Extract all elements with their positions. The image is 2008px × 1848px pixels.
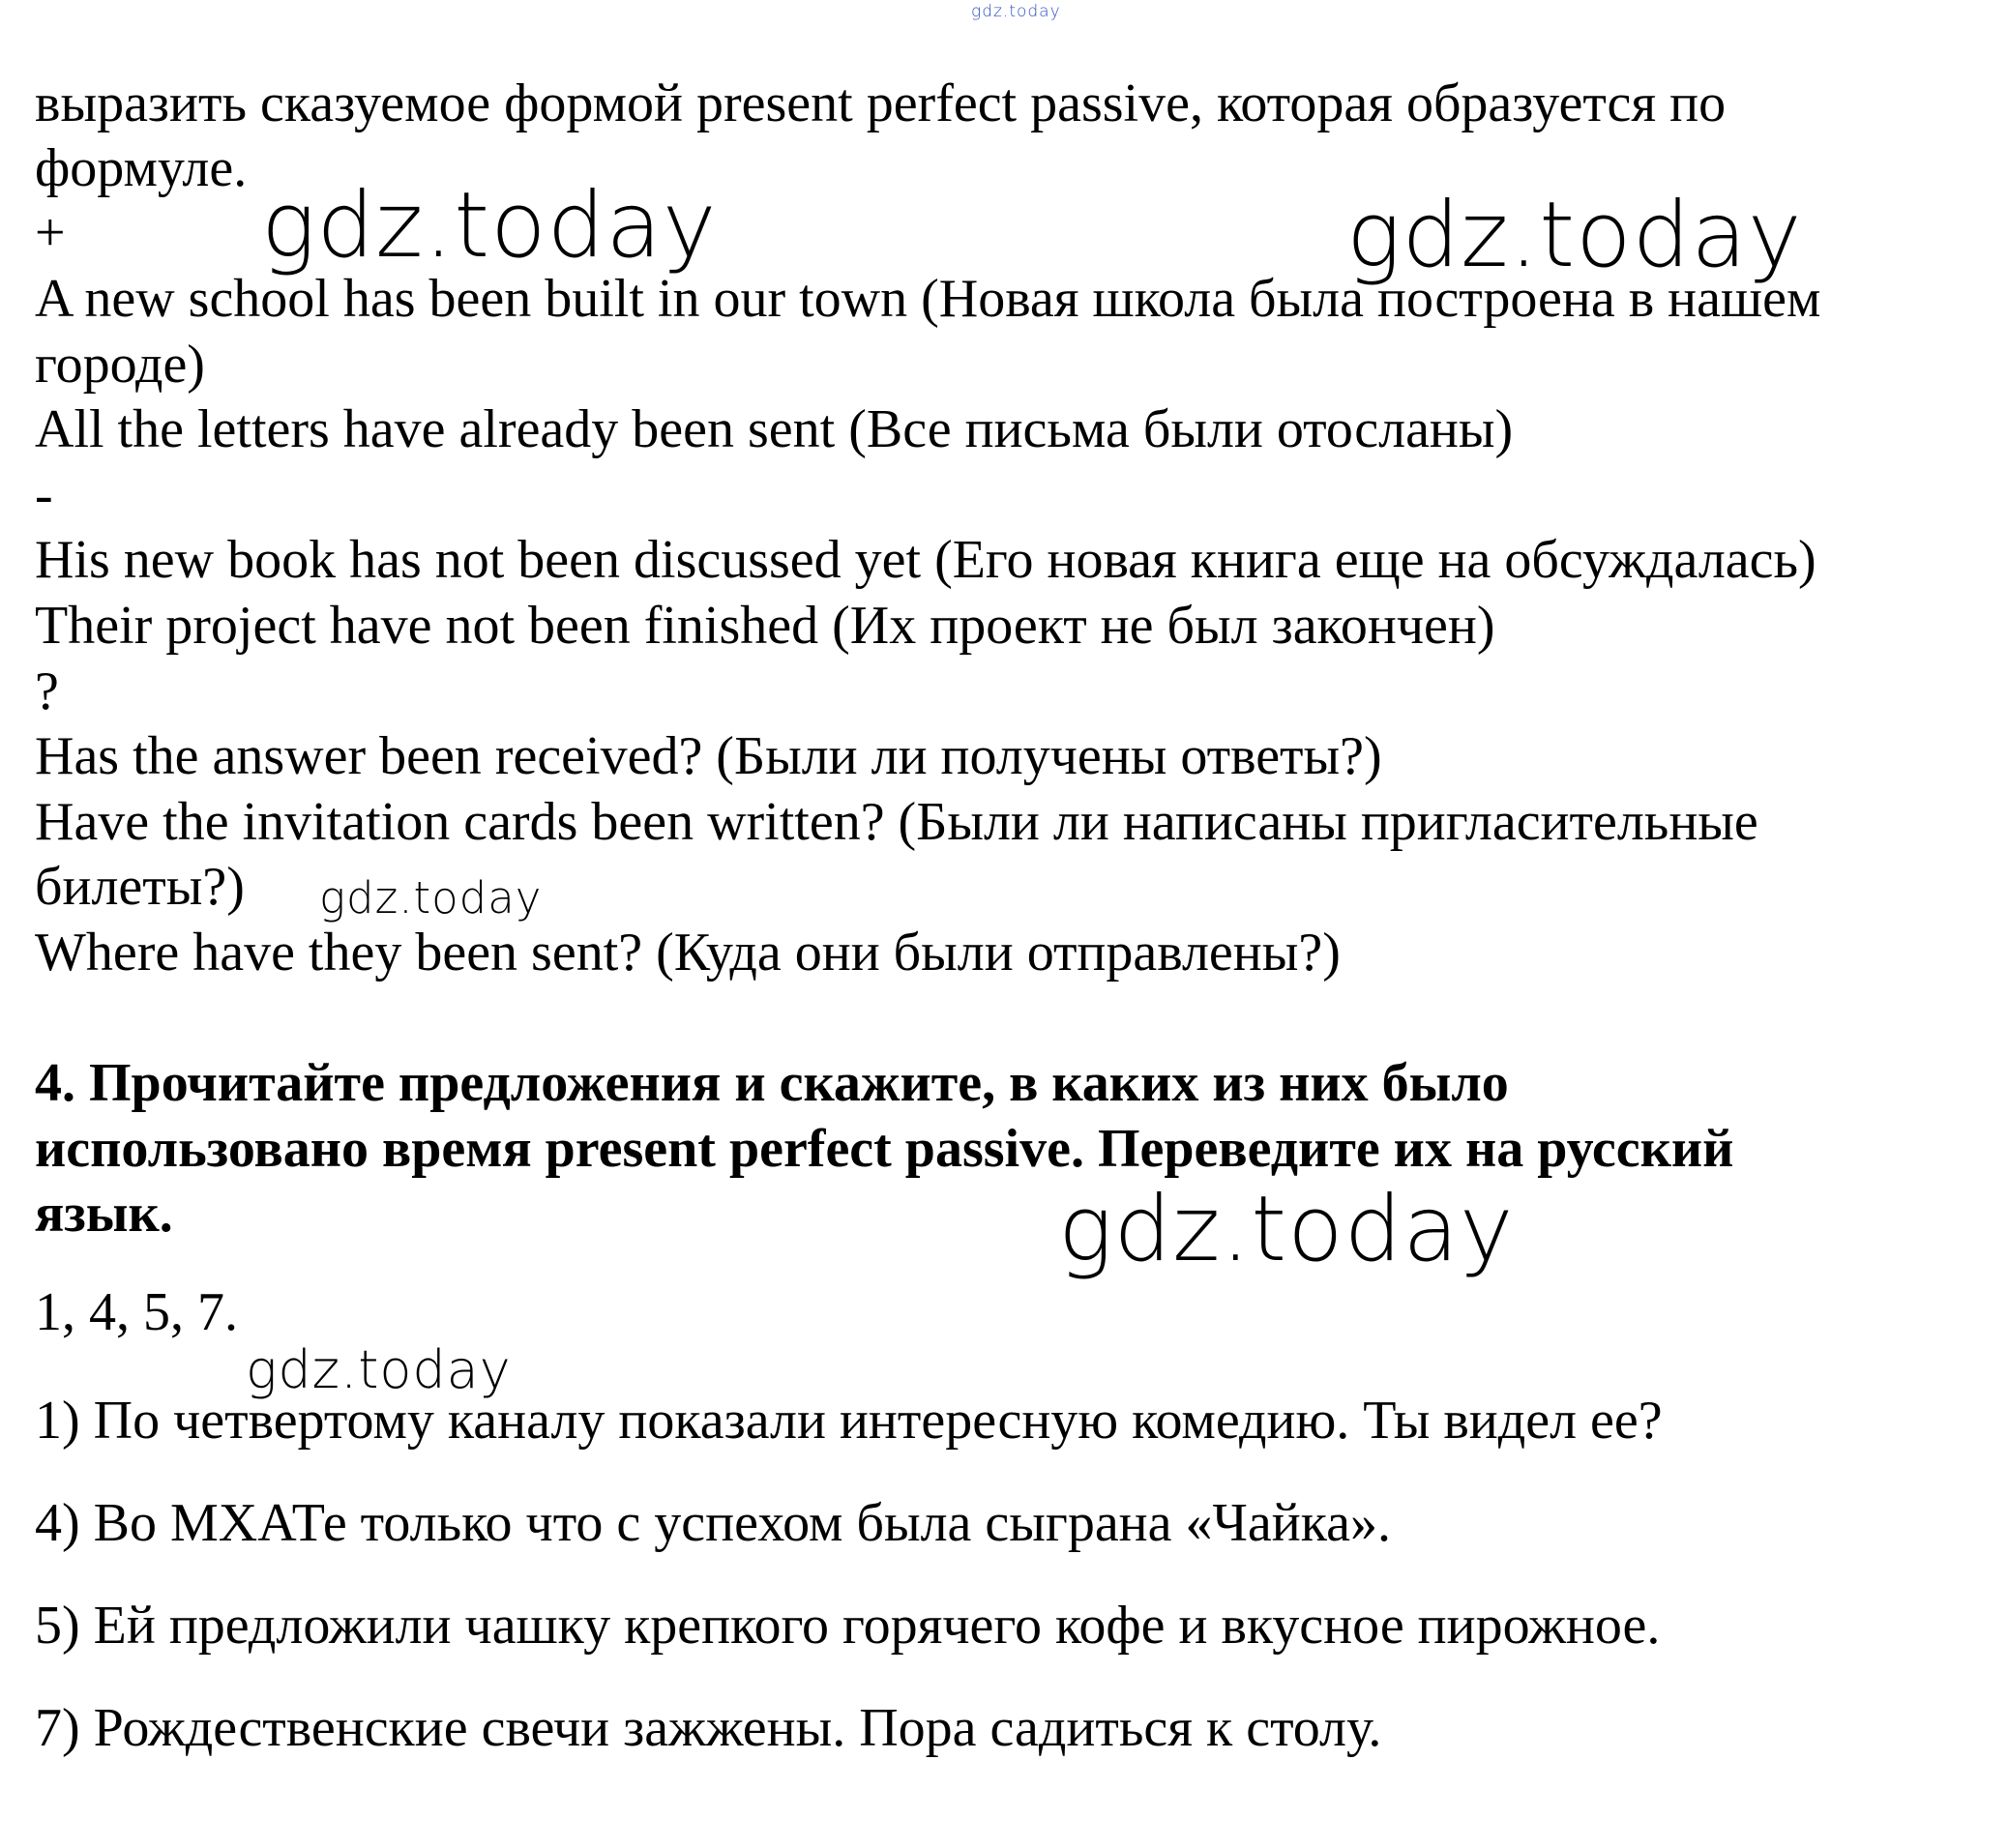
watermark: gdz.today <box>1058 1177 1515 1282</box>
list-item: 4) Во МХАТе только что с успехом была сыграна «Чайка». <box>35 1493 1391 1553</box>
watermark-top: gdz.today <box>971 2 1061 21</box>
plus-sign: + <box>35 203 66 263</box>
text-line: His new book has not been discussed yet (Его новая книга еще на обсуждалась) <box>35 530 1816 590</box>
task-heading: язык. <box>35 1184 173 1244</box>
list-item: 7) Рождественские свечи зажжены. Пора садиться к столу. <box>35 1698 1382 1758</box>
task-answer: 1, 4, 5, 7. <box>35 1282 238 1342</box>
text-line: выразить сказуемое формой present perfect passive, которая образуется по <box>35 73 1727 133</box>
text-line: A new school has been built in our town (Новая школа была построена в нашем <box>35 269 1821 329</box>
text-line: Have the invitation cards been written? (Были ли написаны пригласительные <box>35 792 1758 852</box>
watermark: gdz.today <box>261 173 718 279</box>
list-item: 5) Ей предложили чашку крепкого горячего кофе и вкусное пирожное. <box>35 1596 1661 1656</box>
text-line: билеты?) <box>35 857 245 917</box>
watermark: gdz.today <box>246 1339 512 1400</box>
watermark: gdz.today <box>1346 183 1803 288</box>
task-heading: использовано время present perfect passive. Переведите их на русский <box>35 1119 1734 1179</box>
list-item: 1) По четвертому каналу показали интересную комедию. Ты видел ее? <box>35 1391 1663 1451</box>
watermark: gdz.today <box>319 872 543 924</box>
text-line: Their project have not been finished (Их проект не был закончен) <box>35 596 1495 656</box>
text-line: формуле. <box>35 138 248 198</box>
text-line: Where have they been sent? (Куда они были отправлены?) <box>35 923 1341 983</box>
question-sign: ? <box>35 661 59 721</box>
text-line: Has the answer been received? (Были ли получены ответы?) <box>35 726 1382 786</box>
task-heading: 4. Прочитайте предложения и скажите, в каких из них было <box>35 1053 1509 1113</box>
text-line: городе) <box>35 335 205 395</box>
text-line: All the letters have already been sent (Все письма были отосланы) <box>35 399 1514 459</box>
minus-sign: - <box>35 465 53 525</box>
